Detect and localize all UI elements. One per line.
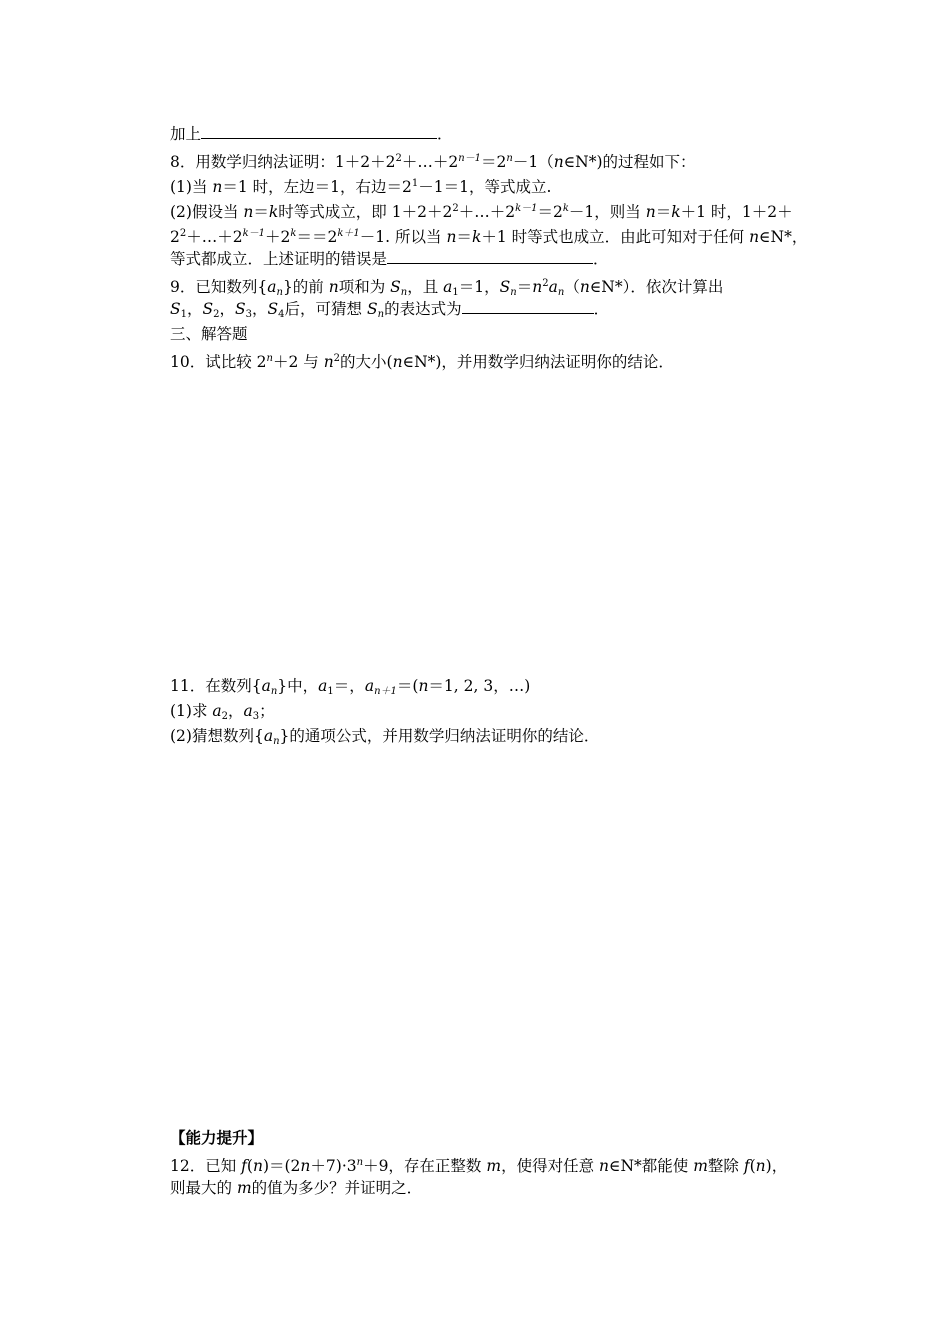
subscript: n [276,287,283,298]
subscript: n [270,686,278,697]
q11-text: (2)猜想数列{ [170,727,264,745]
q7-prefix: 加上 [170,125,202,143]
variable-n: n [645,203,656,221]
q10-line [170,349,674,372]
q11-line-1 [170,676,530,702]
exponent: k＋1 [337,228,360,239]
q8-text: ∈N*， [759,228,808,246]
section-heading-answers: 三、解答题 [170,325,248,343]
variable-S: S [202,300,214,318]
exponent: k [290,228,297,239]
variable-a: a [243,702,253,720]
q9-line-2 [170,299,609,325]
q12-text: ( [246,1157,253,1175]
q12-text: 则最大的 [170,1179,237,1197]
exponent: n [266,353,273,364]
variable-a: a [212,702,222,720]
function-f: f [743,1157,750,1175]
subscript: n [273,736,280,747]
variable-n: n [252,1157,263,1175]
q9-text: ＝ [516,278,533,296]
q12-text: ＋7)·3 [310,1157,357,1175]
variable-n: n [418,677,429,695]
q8-text: ． [593,250,609,268]
q9-answer-blank[interactable] [462,299,594,314]
subscript: n [510,287,517,298]
q9-text: ， [252,300,268,318]
subscript: 2 [213,309,220,320]
exponent: 2 [395,153,402,164]
variable-n: n [323,353,334,371]
q7-answer-blank[interactable] [201,124,437,139]
exponent: 2 [179,228,187,239]
q10-text: ＋2 与 [272,353,324,371]
variable-n: n [755,1157,766,1175]
q8-text: ＝ [456,228,472,246]
q11-text: ， [228,702,244,720]
q8-text: ＋…＋2 [186,228,243,246]
q8-text: ＝ [655,203,672,221]
variable-n: n [532,278,543,296]
q9-text: ， [219,300,236,318]
q9-text: 项和为 [338,278,391,296]
q8-answer-blank[interactable] [387,249,593,264]
variable-a: a [261,677,271,695]
exponent: n－1 [458,153,482,164]
exponent: 2 [333,353,341,364]
q8-text: ＝2 [481,153,507,171]
q11-text: 11．在数列{ [170,677,262,695]
variable-n: n [328,278,339,296]
subscript: 3 [245,309,253,320]
exponent: n [356,1157,364,1168]
q11-text: }中， [277,677,319,695]
q8-text: ＋1 时，1＋2＋ [680,203,793,221]
subscript: n [557,287,565,298]
q8-line-2 [170,174,551,197]
q9-text: }的前 [282,278,329,296]
subscript: 2 [221,711,229,722]
q9-text: ∈N*）．依次计算出 [589,278,724,296]
q8-text: 时等式成立，即 1＋2＋2 [278,203,453,221]
q11-text: ＝1, 2, 3，…) [428,677,531,695]
variable-n: n [300,1157,311,1175]
q8-line-5 [170,249,609,269]
q8-text: ＋2 [265,228,291,246]
q11-text: }的通项公式，并用数学归纳法证明你的结论． [279,727,600,745]
q10-text: ∈N*)，并用数学归纳法证明你的结论． [402,353,674,371]
q8-text: －1，则当 [568,203,646,221]
exponent: 1 [411,178,419,189]
q12-text: )＝(2 [262,1157,301,1175]
variable-n: n [212,178,223,196]
q8-text: ＝2 [537,203,563,221]
variable-S: S [235,300,246,318]
subscript: n [400,287,408,298]
exponent: 2 [452,203,459,214]
variable-k: k [268,203,279,221]
q11-line-2 [170,701,275,727]
variable-k: k [671,203,681,221]
q9-text: 的表达式为 [384,300,462,318]
variable-m: m [236,1179,252,1197]
q8-text: －1（ [512,153,554,171]
q10-text: 的大小( [340,353,393,371]
variable-n: n [599,1157,609,1175]
q8-text: ＝ [253,203,269,221]
variable-S: S [366,300,378,318]
function-f: f [241,1157,247,1175]
variable-a: a [548,278,558,296]
exponent: k [562,203,569,214]
variable-a: a [267,278,277,296]
q8-line-1 [170,149,696,172]
q12-text: ，使得对任意 [501,1157,599,1175]
q9-text: （ [564,278,580,296]
q8-text: －1＝1，等式成立. [418,178,552,196]
q11-text: (1)求 [170,702,213,720]
variable-S: S [390,278,401,296]
variable-a: a [318,677,328,695]
q12-text: 12．已知 [170,1157,242,1175]
q11-text: ＝， [333,677,365,695]
q12-text: ＋9，存在正整数 [363,1157,487,1175]
variable-k: k [471,228,482,246]
q9-text: 后，可猜想 [284,300,367,318]
q8-text: (2)假设当 [170,203,244,221]
q8-text: ＝1 时，左边＝1，右边＝2 [222,178,412,196]
variable-n: n [446,228,457,246]
q12-text: 整除 [707,1157,744,1175]
exponent: k－1 [515,203,538,214]
q9-text: 9．已知数列{ [170,278,268,296]
q8-text: ＝＝2 [296,228,338,246]
q9-text: ＝1， [458,278,500,296]
q9-text: ， [187,300,203,318]
variable-m: m [693,1157,708,1175]
section-heading-ability: 【能力提升】 [170,1128,264,1147]
q12-line-1 [170,1153,787,1176]
q8-text: －1. 所以当 [359,228,447,246]
exponent: 2 [542,278,549,289]
variable-n: n [392,353,403,371]
q12-text: ( [749,1157,756,1175]
variable-S: S [499,278,511,296]
variable-n: n [579,278,590,296]
subscript: 4 [278,309,285,320]
subscript: 3 [252,711,260,722]
variable-m: m [486,1157,502,1175]
q9-text: ． [593,300,610,318]
subscript: 1 [327,686,334,697]
q8-text: 2 [170,228,180,246]
subscript: n [377,309,385,320]
subscript: 1 [180,309,187,320]
q8-text: 等式都成立．上述证明的错误是 [170,250,388,268]
variable-S: S [170,300,181,318]
exponent: k－1 [242,228,266,239]
q11-text: ＝( [396,677,419,695]
exponent: n [506,153,513,164]
variable-S: S [267,300,279,318]
variable-n: n [553,153,564,171]
q12-text: ∈N*都能使 [608,1157,694,1175]
q12-text: 的值为多少？并证明之． [251,1179,423,1197]
q11-line-3 [170,726,599,752]
q10-text: 10．试比较 2 [170,353,267,371]
variable-a: a [443,278,453,296]
variable-n: n [749,228,760,246]
subscript: 1 [452,287,459,298]
q8-line-4 [170,224,807,247]
q8-text: ＋…＋2 [401,153,459,171]
q8-text: 8．用数学归纳法证明：1＋2＋2 [170,153,396,171]
q8-text: (1)当 [170,178,213,196]
q8-text: ∈N*)的过程如下： [563,153,696,171]
q8-text: ＋…＋2 [458,203,516,221]
variable-a: a [263,727,274,745]
q7-tail-line [170,124,453,144]
q7-suffix: ． [437,125,453,143]
variable-a: a [364,677,375,695]
q8-text: ＋1 时等式也成立．由此可知对于任何 [481,228,750,246]
q9-text: ，且 [407,278,444,296]
q11-text: ； [259,702,275,720]
subscript: n＋1 [374,686,397,697]
q8-line-3 [170,199,793,222]
variable-n: n [243,203,254,221]
q12-text: )， [765,1157,788,1175]
q12-line-2 [170,1178,422,1198]
